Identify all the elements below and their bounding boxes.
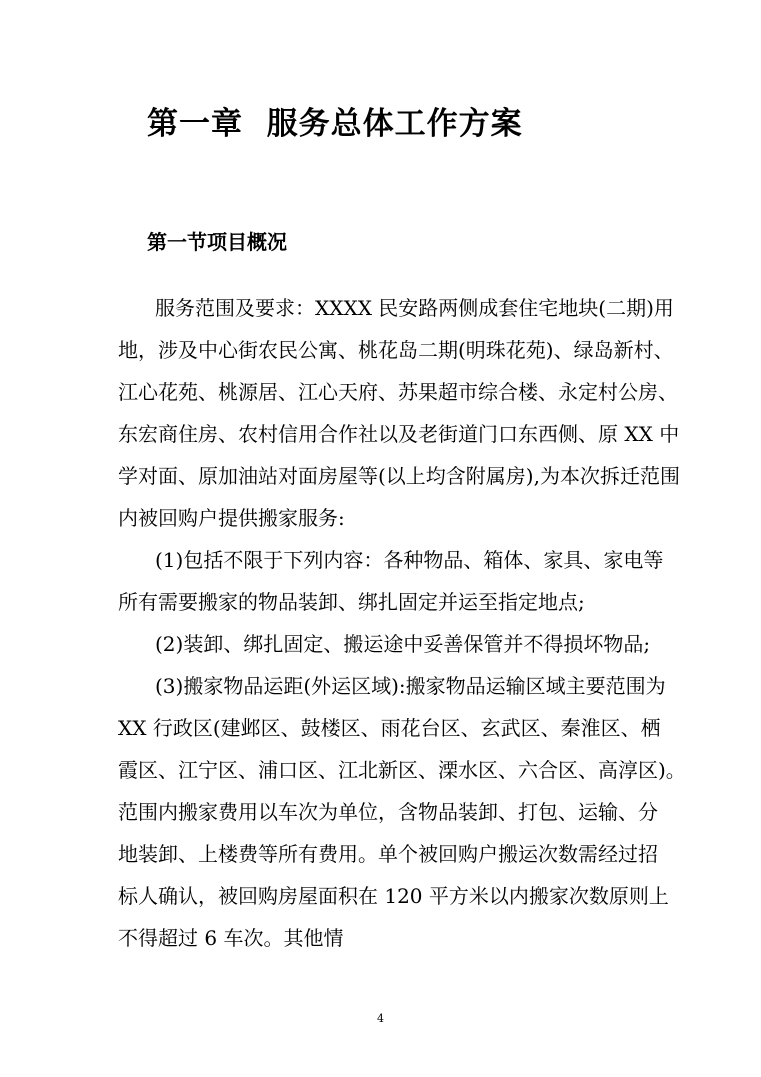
text-line: (1)包括不限于下列内容：各种物品、箱体、家具、家电等	[155, 548, 664, 572]
text-line: 江心花苑、桃源居、江心天府、苏果超市综合楼、永定村公房、	[118, 380, 678, 404]
text-line: 东宏商住房、农村信用合作社以及老街道门口东西侧、原 XX 中	[118, 422, 680, 446]
text-line: 服务范围及要求：XXXX 民安路两侧成套住宅地块(二期)用	[155, 296, 674, 320]
text-line: (2)装卸、绑扎固定、搬运途中妥善保管并不得损坏物品;	[155, 632, 651, 656]
text-line: XX 行政区(建邺区、鼓楼区、雨花台区、玄武区、秦淮区、栖	[118, 716, 661, 740]
text-line: 学对面、原加油站对面房屋等(以上均含附属房),为本次拆迁范围	[118, 464, 680, 488]
text-line: 地，涉及中心街农民公寓、桃花岛二期(明珠花苑)、绿岛新村、	[118, 338, 674, 362]
text-line: (3)搬家物品运距(外运区域):搬家物品运输区域主要范围为	[155, 674, 666, 698]
text-line: 地装卸、上楼费等所有费用。单个被回购户搬运次数需经过招	[118, 842, 658, 866]
text-line: 范围内搬家费用以车次为单位，含物品装卸、打包、运输、分	[118, 800, 658, 824]
text-line: 所有需要搬家的物品装卸、绑扎固定并运至指定地点;	[118, 590, 585, 614]
body-paragraphs	[118, 287, 686, 959]
text-line: 不得超过 6 车次。其他情	[118, 926, 344, 950]
chapter-title: 第一章 服务总体工作方案	[147, 106, 523, 142]
section-title: 第一节项目概况	[147, 230, 287, 254]
text-line: 标人确认，被回购房屋面积在 120 平方米以内搬家次数原则上	[118, 884, 669, 908]
page-number: 4	[377, 1012, 384, 1025]
text-line: 内被回购户提供搬家服务:	[118, 506, 345, 530]
text-line: 霞区、江宁区、浦口区、江北新区、溧水区、六合区、高淳区)。	[118, 758, 686, 782]
